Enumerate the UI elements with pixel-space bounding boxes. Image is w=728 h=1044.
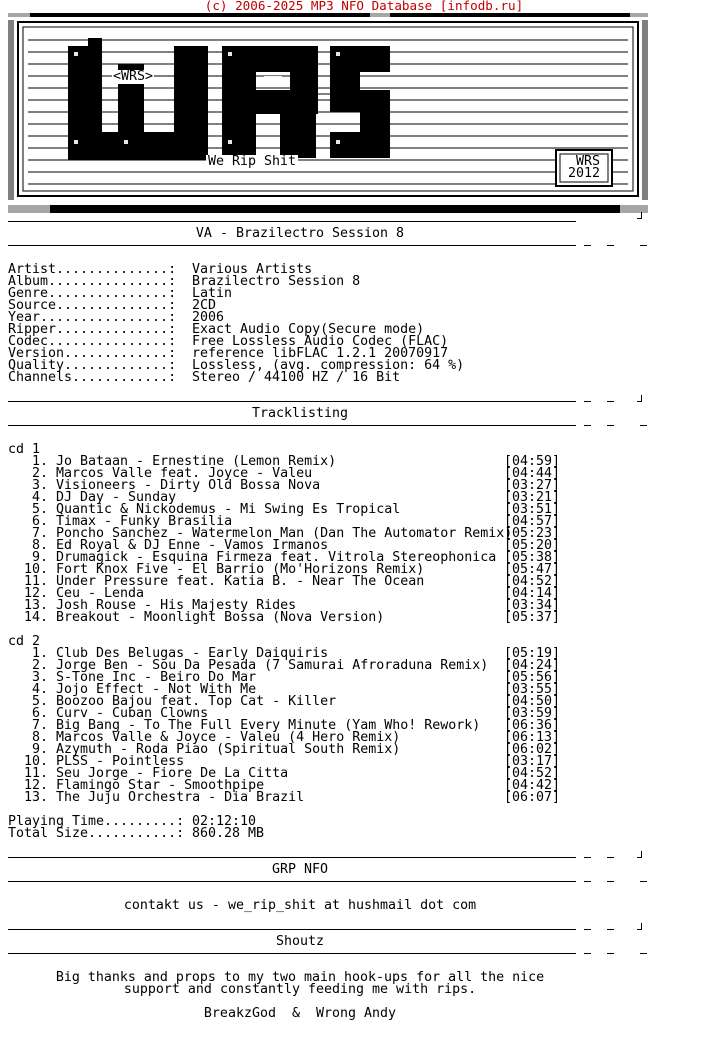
info-value: Stereo / 44100 HZ / 16 Bit xyxy=(192,370,401,385)
track-title: Timax - Funky Brasilia xyxy=(56,514,233,529)
track-number: 12. xyxy=(24,586,49,601)
logo-tag: <WRS> xyxy=(113,69,154,84)
track-duration: [03:55] xyxy=(504,682,561,697)
tracklisting-title: Tracklisting xyxy=(251,406,349,421)
info-value: reference libFLAC 1.2.1 20070917 xyxy=(192,346,449,361)
track-number: 1. xyxy=(32,646,49,661)
cd2-label: cd 2 xyxy=(8,634,41,649)
info-value: Various Artists xyxy=(192,262,313,277)
track-title: Club Des Belugas - Early Daiquiris xyxy=(56,646,329,661)
track-duration: [04:50] xyxy=(504,694,561,709)
track-title: Boozoo Bajou feat. Top Cat - Killer xyxy=(56,694,337,709)
track-duration: [05:56] xyxy=(504,670,561,685)
totals-value: 860.28 MB xyxy=(192,826,265,841)
logo-box-line1: WRS xyxy=(576,154,601,169)
track-duration: [05:37] xyxy=(504,610,561,625)
info-value: 2006 xyxy=(192,310,225,325)
wrs-logo xyxy=(0,0,728,216)
track-title: Ed Royal & DJ Enne - Vamos Irmanos xyxy=(56,538,329,553)
track-duration: [03:27] xyxy=(504,478,561,493)
track-duration: [04:42] xyxy=(504,778,561,793)
copyright-line: (c) 2006-2025 MP3 NFO Database [infodb.ru] xyxy=(204,0,524,13)
track-duration: [06:07] xyxy=(504,790,561,805)
track-title: Breakout - Moonlight Bossa (Nova Version) xyxy=(56,610,385,625)
cd1-label: cd 1 xyxy=(8,442,41,457)
track-number: 6. xyxy=(32,706,49,721)
track-duration: [04:52] xyxy=(504,766,561,781)
info-label: Version.............: xyxy=(8,346,177,361)
totals-label: Playing Time.........: xyxy=(8,814,185,829)
track-number: 7. xyxy=(32,526,49,541)
track-title: Big Bang - To The Full Every Minute (Yam Who! Rework) xyxy=(56,718,481,733)
info-label: Album...............: xyxy=(8,274,177,289)
track-title: The Juju Orchestra - Dia Brazil xyxy=(56,790,305,805)
shoutz-line-2: support and constantly feeding me with rips. xyxy=(123,982,477,997)
release-title: VA - Brazilectro Session 8 xyxy=(195,226,405,241)
track-title: Josh Rouse - His Majesty Rides xyxy=(56,598,297,613)
info-value: Brazilectro Session 8 xyxy=(192,274,361,289)
info-value: Free Lossless Audio Codec (FLAC) xyxy=(192,334,449,349)
info-value: Latin xyxy=(192,286,233,301)
track-duration: [04:59] xyxy=(504,454,561,469)
track-duration: [03:51] xyxy=(504,502,561,517)
shoutz-names: BreakzGod & Wrong Andy xyxy=(203,1006,397,1021)
track-title: Fort Knox Five - El Barrio (Mo'Horizons Remix) xyxy=(56,562,425,577)
track-title: Visioneers - Dirty Old Bossa Nova xyxy=(56,478,321,493)
totals-value: 02:12:10 xyxy=(192,814,257,829)
track-number: 11. xyxy=(24,574,49,589)
track-duration: [05:47] xyxy=(504,562,561,577)
track-number: 7. xyxy=(32,718,49,733)
info-label: Ripper..............: xyxy=(8,322,177,337)
track-number: 2. xyxy=(32,466,49,481)
track-number: 3. xyxy=(32,478,49,493)
track-title: Marcos Valle & Joyce - Valeu (4 Hero Remix) xyxy=(56,730,401,745)
track-title: Jorge Ben - Sou Da Pesada (7 Samurai Afroraduna Remix) xyxy=(56,658,489,673)
track-title: Poncho Sanchez - Watermelon Man (Dan The Automator Remix) xyxy=(56,526,513,541)
track-duration: [03:59] xyxy=(504,706,561,721)
track-number: 13. xyxy=(24,790,49,805)
track-title: Marcos Valle feat. Joyce - Valeu xyxy=(56,466,313,481)
track-number: 1. xyxy=(32,454,49,469)
track-duration: [04:44] xyxy=(504,466,561,481)
logo-box-line2: 2012 xyxy=(568,166,601,181)
track-title: Under Pressure feat. Katia B. - Near The Ocean xyxy=(56,574,425,589)
info-label: Channels............: xyxy=(8,370,177,385)
track-number: 4. xyxy=(32,490,49,505)
track-number: 8. xyxy=(32,538,49,553)
info-value: Lossless, (avg. compression: 64 %) xyxy=(192,358,465,373)
info-label: Source..............: xyxy=(8,298,177,313)
track-number: 10. xyxy=(24,562,49,577)
track-number: 10. xyxy=(24,754,49,769)
contact-line: contakt us - we_rip_shit at hushmail dot com xyxy=(123,898,477,913)
track-number: 12. xyxy=(24,778,49,793)
track-number: 3. xyxy=(32,670,49,685)
info-label: Codec...............: xyxy=(8,334,177,349)
track-duration: [06:36] xyxy=(504,718,561,733)
info-label: Year................: xyxy=(8,310,177,325)
track-title: Seu Jorge - Fiore De La Citta xyxy=(56,766,289,781)
info-value: 2CD xyxy=(192,298,217,313)
track-duration: [03:34] xyxy=(504,598,561,613)
grp-nfo-title: GRP NFO xyxy=(271,862,329,877)
track-duration: [05:19] xyxy=(504,646,561,661)
track-title: DJ Day - Sunday xyxy=(56,490,177,505)
track-number: 13. xyxy=(24,598,49,613)
track-number: 14. xyxy=(24,610,49,625)
logo-slogan: We Rip Shit xyxy=(208,154,297,169)
track-duration: [04:57] xyxy=(504,514,561,529)
track-number: 9. xyxy=(32,742,49,757)
shoutz-title: Shoutz xyxy=(275,934,325,949)
track-duration: [06:02] xyxy=(504,742,561,757)
track-duration: [04:14] xyxy=(504,586,561,601)
track-duration: [05:38] xyxy=(504,550,561,565)
track-duration: [05:20] xyxy=(504,538,561,553)
info-value: Exact Audio Copy(Secure mode) xyxy=(192,322,425,337)
totals-label: Total Size...........: xyxy=(8,826,185,841)
track-number: 5. xyxy=(32,502,49,517)
track-title: Jojo Effect - Not With Me xyxy=(56,682,257,697)
track-duration: [06:13] xyxy=(504,730,561,745)
track-duration: [03:17] xyxy=(504,754,561,769)
track-title: Flamingo Star - Smoothpipe xyxy=(56,778,265,793)
track-number: 4. xyxy=(32,682,49,697)
track-duration: [05:23] xyxy=(504,526,561,541)
track-number: 11. xyxy=(24,766,49,781)
track-title: Curv - Cuban Clowns xyxy=(56,706,209,721)
track-duration: [03:21] xyxy=(504,490,561,505)
track-title: Drumagick - Esquina Firmeza feat. Vitrola Stereophonica xyxy=(56,550,497,565)
info-label: Quality.............: xyxy=(8,358,177,373)
track-number: 6. xyxy=(32,514,49,529)
track-number: 9. xyxy=(32,550,49,565)
track-title: S-Tone Inc - Beiro Do Mar xyxy=(56,670,257,685)
track-title: Ceu - Lenda xyxy=(56,586,145,601)
track-title: Azymuth - Roda Piao (Spiritual South Remix) xyxy=(56,742,401,757)
track-title: Quantic & Nickodemus - Mi Swing Es Tropical xyxy=(56,502,401,517)
track-title: PLSS - Pointless xyxy=(56,754,185,769)
track-duration: [04:24] xyxy=(504,658,561,673)
track-number: 8. xyxy=(32,730,49,745)
track-number: 5. xyxy=(32,694,49,709)
shoutz-line-1: Big thanks and props to my two main hook-ups for all the nice xyxy=(55,970,545,985)
track-duration: [04:52] xyxy=(504,574,561,589)
track-number: 2. xyxy=(32,658,49,673)
info-label: Artist..............: xyxy=(8,262,177,277)
track-title: Jo Bataan - Ernestine (Lemon Remix) xyxy=(56,454,337,469)
info-label: Genre...............: xyxy=(8,286,177,301)
